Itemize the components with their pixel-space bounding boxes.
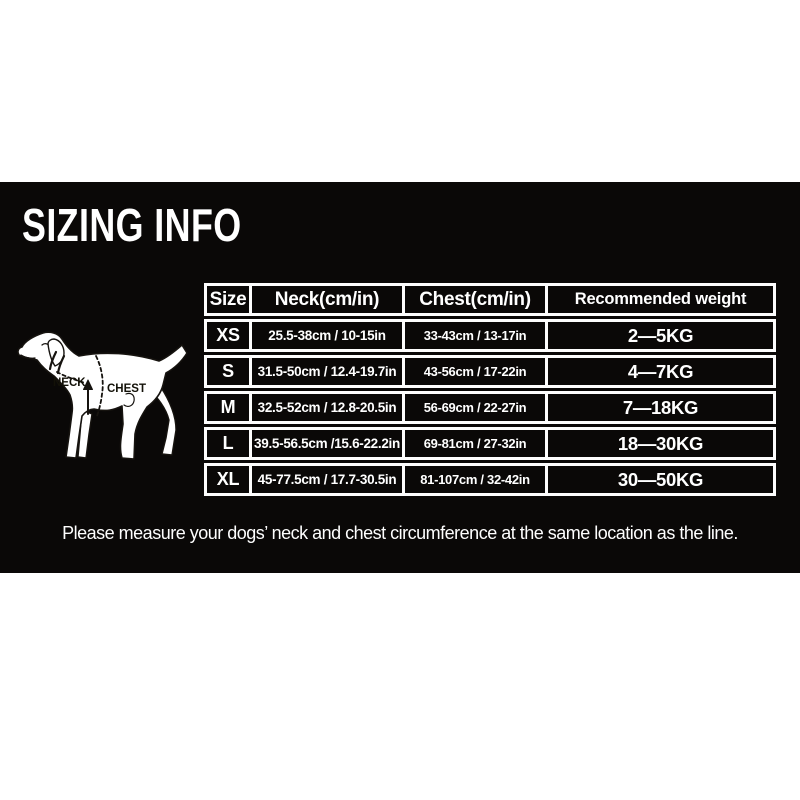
cell-size: S <box>207 358 252 385</box>
table-row <box>204 319 776 352</box>
cell-neck: 39.5-56.5cm /15.6-22.2in <box>252 430 405 457</box>
header-chest: Chest(cm/in) <box>405 286 548 313</box>
cell-neck: 45-77.5cm / 17.7-30.5in <box>252 466 405 493</box>
header-weight: Recommended weight <box>574 290 747 308</box>
cell-weight: 30—50KG <box>617 468 704 490</box>
cell-size: XS <box>207 322 252 349</box>
cell-chest: 69-81cm / 27-32in <box>405 430 548 457</box>
cell-size: XL <box>207 466 252 493</box>
chest-label: CHEST <box>107 383 146 395</box>
cell-chest: 33-43cm / 13-17in <box>405 322 548 349</box>
dog-illustration-icon <box>10 326 195 474</box>
cell-weight: 7—18KG <box>622 396 699 418</box>
table-row <box>204 463 776 496</box>
cell-weight: 18—30KG <box>617 432 704 454</box>
cell-weight: 2—5KG <box>627 324 694 346</box>
cell-neck: 32.5-52cm / 12.8-20.5in <box>252 394 405 421</box>
sizing-table <box>204 283 776 496</box>
table-row <box>204 355 776 388</box>
cell-neck: 25.5-38cm / 10-15in <box>252 322 405 349</box>
cell-size: L <box>207 430 252 457</box>
cell-neck: 31.5-50cm / 12.4-19.7in <box>252 358 405 385</box>
neck-label: NECK <box>53 377 86 389</box>
cell-chest: 56-69cm / 22-27in <box>405 394 548 421</box>
header-size: Size <box>207 286 252 313</box>
cell-weight: 4—7KG <box>627 360 694 382</box>
header-neck: Neck(cm/in) <box>252 286 405 313</box>
table-row <box>204 427 776 460</box>
cell-chest: 43-56cm / 17-22in <box>405 358 548 385</box>
table-header-row <box>204 283 776 316</box>
dog-measurement-diagram <box>10 326 195 474</box>
cell-size: M <box>207 394 252 421</box>
measure-instruction-note: Please measure your dogs’ neck and chest circumference at the same location as the line. <box>62 523 738 543</box>
cell-chest: 81-107cm / 32-42in <box>405 466 548 493</box>
page-title: SIZING INFO <box>22 199 242 251</box>
table-row <box>204 391 776 424</box>
